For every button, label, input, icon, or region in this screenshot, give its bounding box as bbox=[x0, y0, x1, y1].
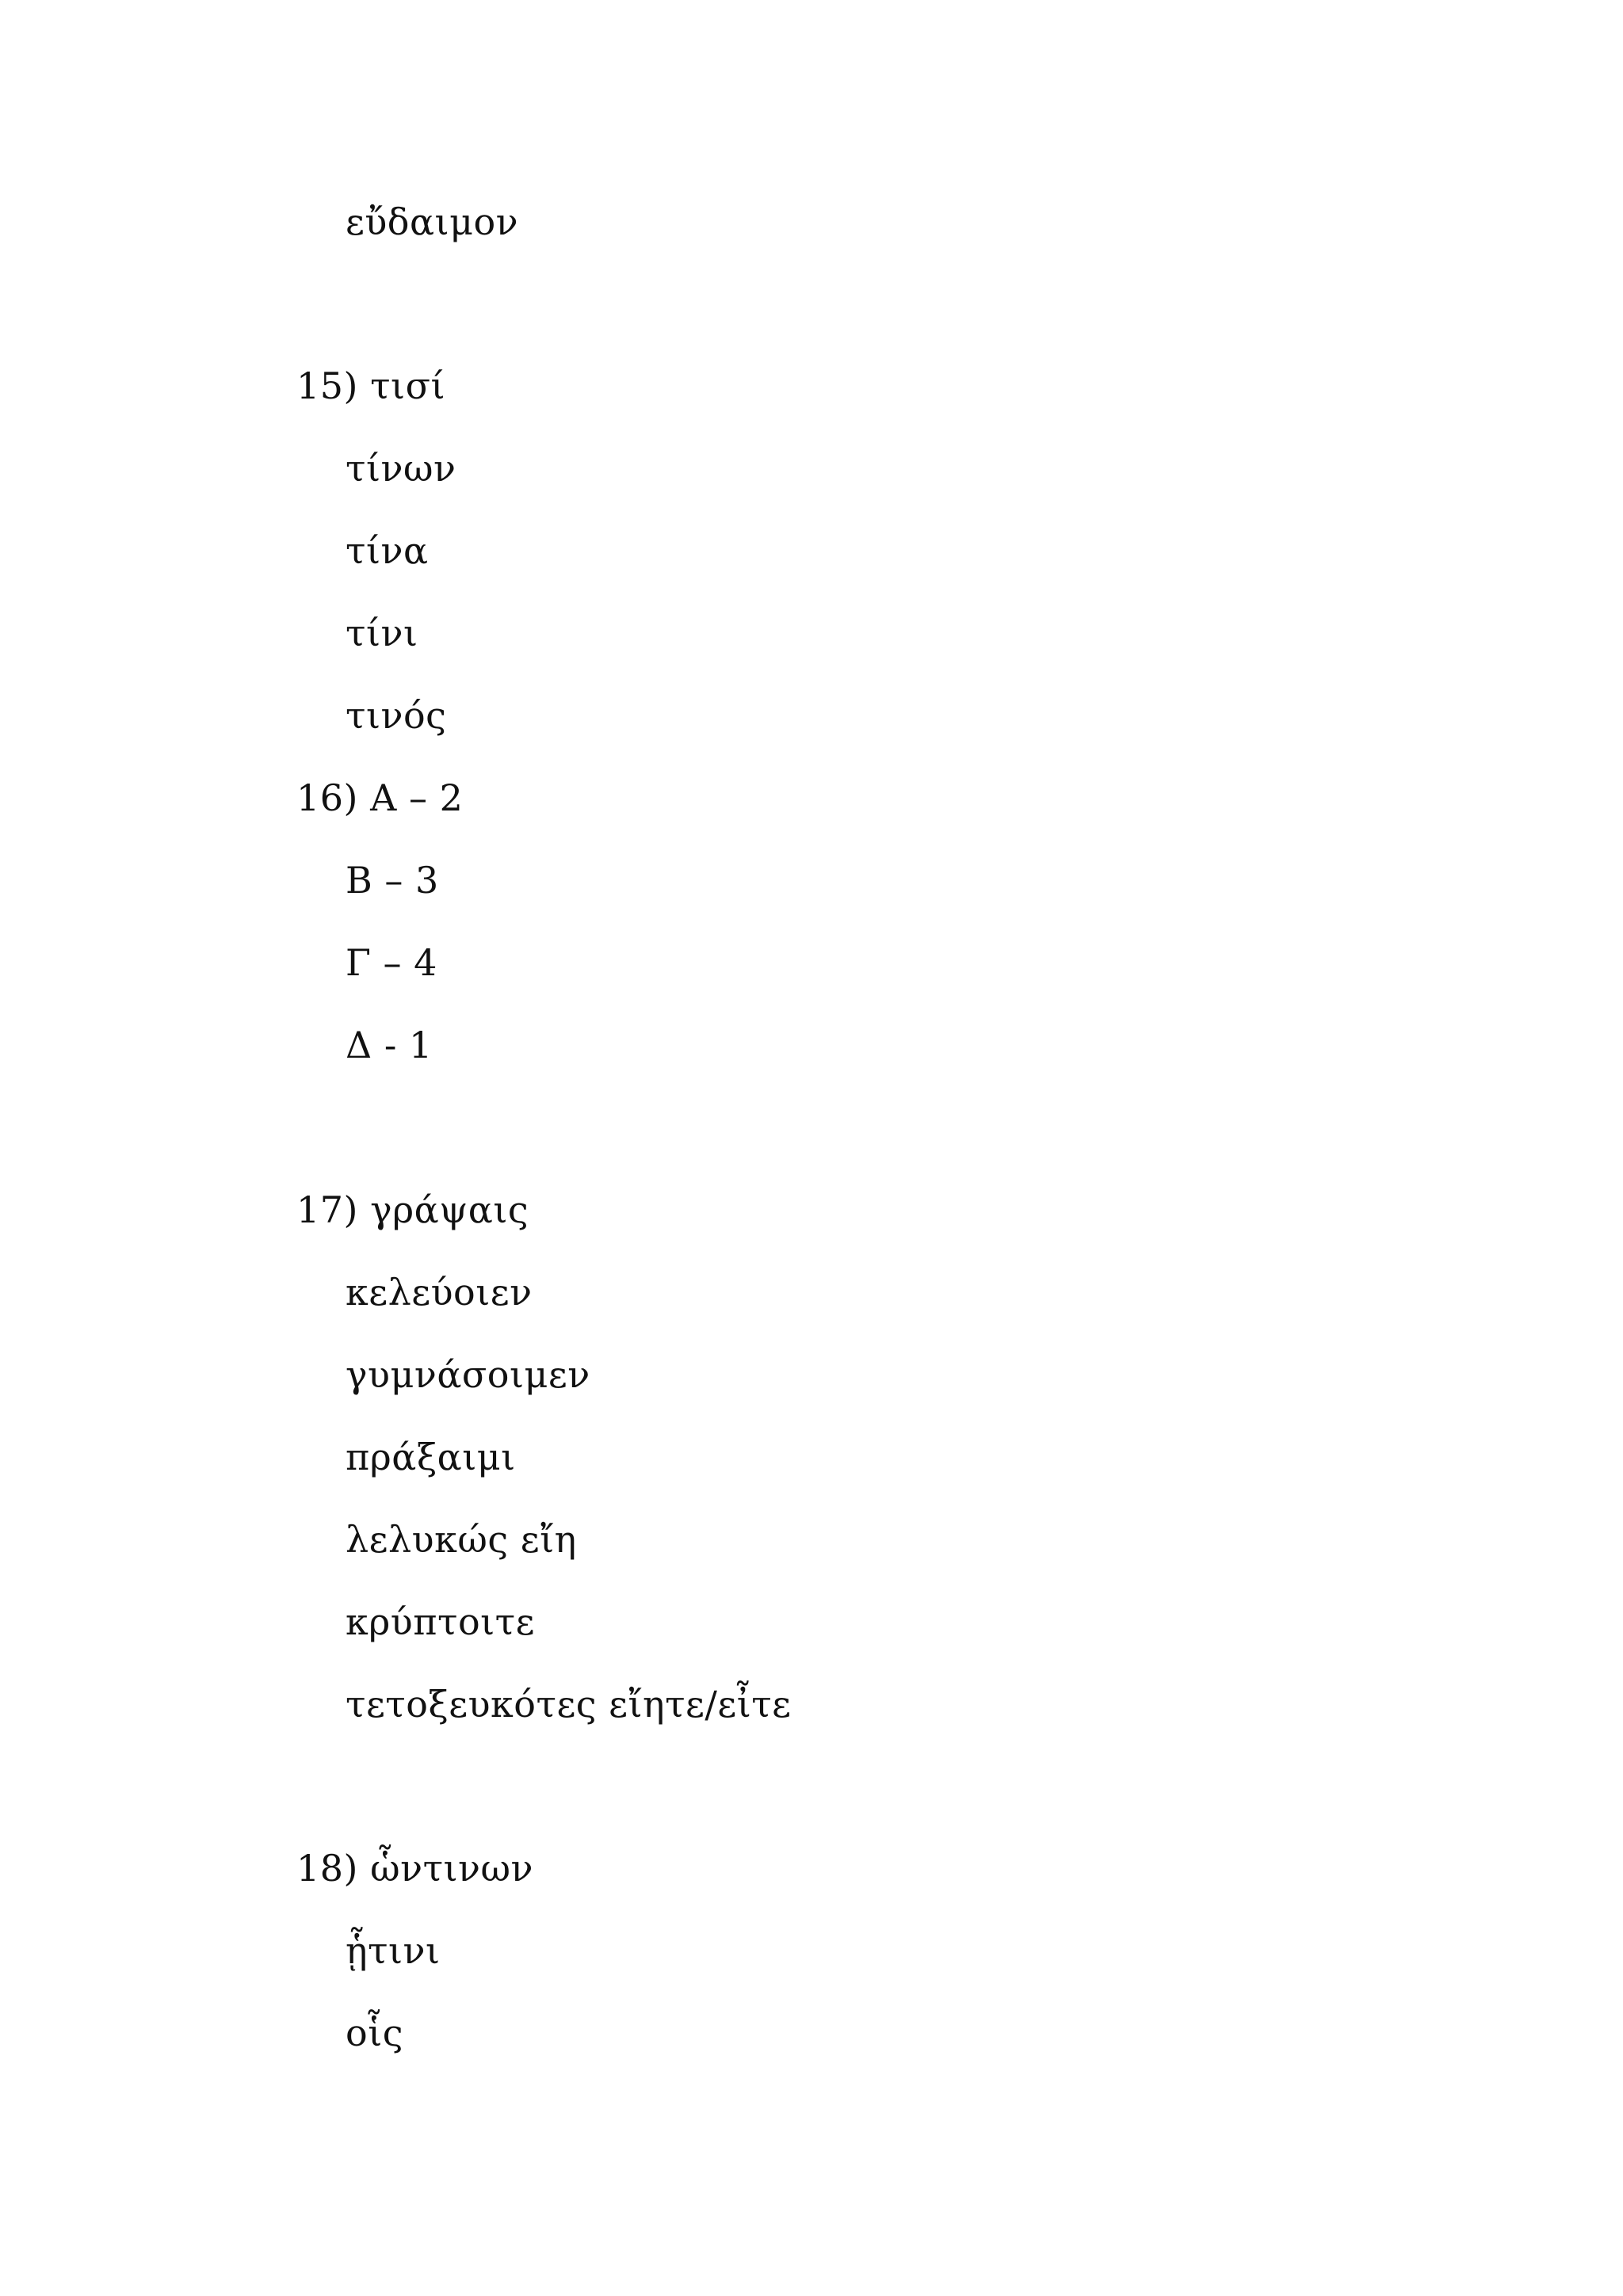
answer-15-line-tini: τίνι bbox=[346, 612, 418, 654]
answer-16-line-d: Δ - 1 bbox=[346, 1024, 433, 1066]
answer-15-line-tina: τίνα bbox=[346, 529, 429, 572]
answer-15-line-tinos: τινός bbox=[346, 694, 447, 737]
answer-17-heading: 17) γράψαις bbox=[296, 1188, 529, 1231]
answer-16-line-b: Β – 3 bbox=[346, 859, 439, 902]
answer-17-line-lelykos-eie: λελυκώς εἴη bbox=[346, 1518, 577, 1561]
answer-18-line-hois: οἷς bbox=[346, 2012, 403, 2054]
answer-18-line-hetini: ᾗτινι bbox=[346, 1929, 441, 1972]
answer-17-line-kryptoite: κρύπτοιτε bbox=[346, 1600, 535, 1643]
answer-16-heading: 16) Α – 2 bbox=[296, 776, 464, 819]
answer-14-line-eudaimon: εὔδαιμον bbox=[346, 200, 519, 243]
answer-17-line-praxaimi: πράξαιμι bbox=[346, 1436, 516, 1478]
answer-16-line-g: Γ – 4 bbox=[346, 941, 437, 984]
answer-17-line-tetoxeukotes: τετοξευκότες εἴητε/εἶτε bbox=[346, 1683, 792, 1726]
answer-17-line-keleuoien: κελεύοιεν bbox=[346, 1271, 533, 1314]
answer-18-heading: 18) ὧντινων bbox=[296, 1847, 533, 1890]
answer-15-line-tinon: τίνων bbox=[346, 447, 456, 490]
answer-17-line-gymnasoimen: γυμνάσοιμεν bbox=[346, 1353, 590, 1396]
answer-15-heading: 15) τισί bbox=[296, 364, 446, 407]
